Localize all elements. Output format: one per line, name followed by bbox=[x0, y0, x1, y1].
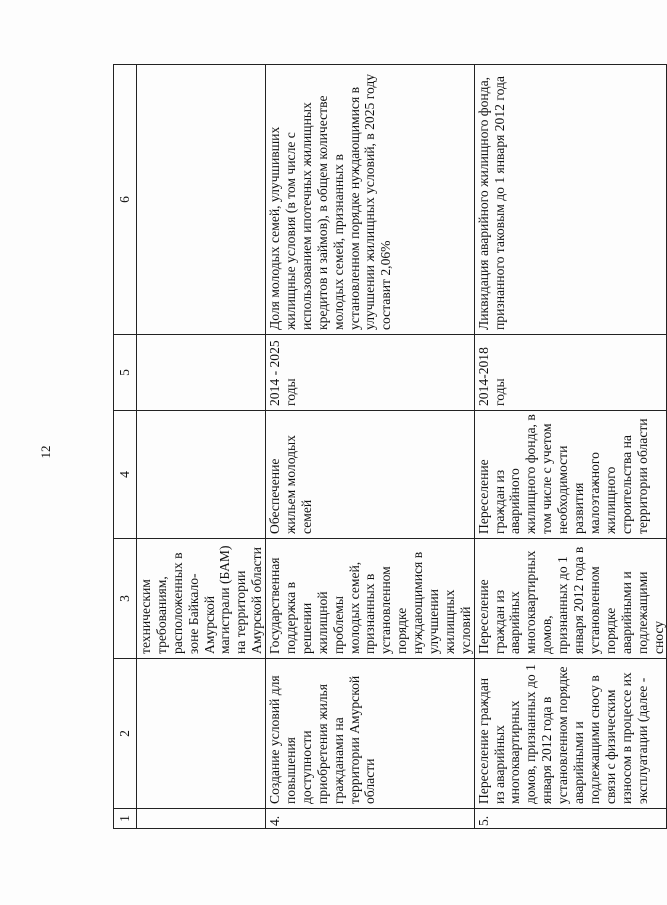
header-col-4: 4 bbox=[114, 411, 137, 539]
measure-cell: Переселение граждан из аварийного жилищного фонда, в том числе с учетом необходимости развития малоэтажного жилищного строительства на территории области bbox=[474, 411, 667, 539]
task-cell: Создание условий для повышения доступности приобретения жилья гражданами на территории Амурской области bbox=[266, 659, 475, 809]
header-col-6: 6 bbox=[114, 65, 137, 335]
activity-cell: Государственная поддержка в решении жилищной проблемы молодых семей, признанных в установленном порядке нуждающимися в улучшении жилищных условий bbox=[266, 539, 475, 659]
table-row bbox=[137, 65, 266, 829]
header-col-5: 5 bbox=[114, 335, 137, 411]
row-number: 4. bbox=[266, 809, 475, 829]
header-col-3: 3 bbox=[114, 539, 137, 659]
table-row bbox=[474, 65, 667, 829]
result-cell bbox=[137, 65, 266, 335]
program-table bbox=[113, 64, 667, 829]
activity-cell: техническим требованиям, расположенных в зоне Байкало-Амурской магистрали (БАМ) на территории Амурской области bbox=[137, 539, 266, 659]
period-cell: 2014 - 2025 годы bbox=[266, 335, 475, 411]
measure-cell bbox=[137, 411, 266, 539]
rotated-table-sheet bbox=[113, 65, 666, 829]
period-cell bbox=[137, 335, 266, 411]
activity-cell: Переселение граждан из аварийных многоквартирных домов, признанных до 1 января 2012 года в установленном порядке аварийными и подлежащими сносу bbox=[474, 539, 667, 659]
row-number: 5. bbox=[474, 809, 667, 829]
result-cell: Ликвидация аварийного жилищного фонда, признанного таковым до 1 января 2012 года bbox=[474, 65, 667, 335]
measure-cell: Обеспечение жильем молодых семей bbox=[266, 411, 475, 539]
table-row bbox=[266, 65, 475, 829]
period-cell: 2014-2018 годы bbox=[474, 335, 667, 411]
row-number bbox=[137, 809, 266, 829]
task-cell bbox=[137, 659, 266, 809]
header-col-1: 1 bbox=[114, 809, 137, 829]
page-number: 12 bbox=[38, 445, 53, 459]
result-cell: Доля молодых семей, улучшивших жилищные условия (в том числе с использованием ипотечных жилищных кредитов и займов), в общем количестве молодых семей, признанных в установленном порядке нуждающимися в улучшении жилищных условий, в 2025 году составит 2,06% bbox=[266, 65, 475, 335]
task-cell: Переселение граждан из аварийных многоквартирных домов, признанных до 1 января 2012 года в установленном порядке аварийными и подлежащими сносу в связи с физическим износом в процессе их эксплуатации (далее - bbox=[474, 659, 667, 809]
header-col-2: 2 bbox=[114, 659, 137, 809]
table-header-row bbox=[114, 65, 137, 829]
